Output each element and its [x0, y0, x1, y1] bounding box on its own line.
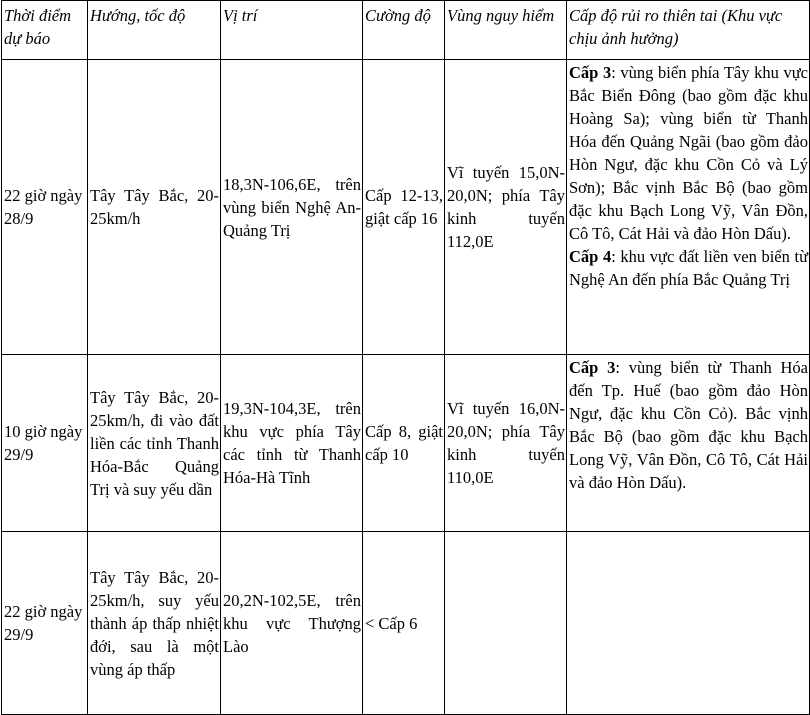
cell-time: 10 giờ ngày 29/9	[2, 355, 88, 532]
cell-risk	[567, 60, 810, 355]
cell-danger-zone: Vĩ tuyến 16,0N-20,0N; phía Tây kinh tuyến 110,0E	[445, 355, 567, 532]
table-row	[2, 532, 810, 715]
cell-danger-zone	[445, 532, 567, 715]
cell-time: 22 giờ ngày 29/9	[2, 532, 88, 715]
cell-intensity: Cấp 8, giật cấp 10	[363, 355, 445, 532]
header-risk: Cấp độ rủi ro thiên tai (Khu vực chịu ảnh hưởng)	[567, 1, 810, 60]
header-direction: Hướng, tốc độ	[88, 1, 221, 60]
risk-entry	[569, 61, 808, 245]
risk-level: Cấp 3	[569, 63, 612, 82]
cell-risk	[567, 355, 810, 532]
cell-direction: Tây Tây Bắc, 20-25km/h, đi vào đất liền các tỉnh Thanh Hóa-Bắc Quảng Trị và suy yếu dần	[88, 355, 221, 532]
forecast-table	[1, 0, 810, 715]
risk-level: Cấp 4	[569, 247, 612, 266]
header-time: Thời điểm dự báo	[2, 1, 88, 60]
cell-position: 19,3N-104,3E, trên khu vực phía Tây các tỉnh từ Thanh Hóa-Hà Tĩnh	[221, 355, 363, 532]
risk-text: : vùng biển phía Tây khu vực Bắc Biển Đông (bao gồm đặc khu Hoàng Sa); vùng biển từ Thanh Hóa đến Quảng Ngãi (bao gồm đảo Hòn Ngư, đặc khu Cồn Cỏ và Lý Sơn); Bắc vịnh Bắc Bộ (bao gồm đặc khu Bạch Long Vỹ, Vân Đồn, Cô Tô, Cát Hải và đảo Hòn Dấu).	[569, 63, 808, 243]
cell-time: 22 giờ ngày 28/9	[2, 60, 88, 355]
risk-text: : khu vực đất liền ven biển từ Nghệ An đến phía Bắc Quảng Trị	[569, 247, 809, 289]
risk-text: : vùng biển từ Thanh Hóa đến Tp. Huế (bao gồm đảo Hòn Ngư, đặc khu Cồn Cỏ). Bắc vịnh Bắc Bộ (bao gồm đặc khu Bạch Long Vỹ, Vân Đồn, Cô Tô, Cát Hải và đảo Hòn Dấu).	[569, 358, 808, 492]
cell-danger-zone: Vĩ tuyến 15,0N-20,0N; phía Tây kinh tuyến 112,0E	[445, 60, 567, 355]
cell-position: 18,3N-106,6E, trên vùng biển Nghệ An-Quảng Trị	[221, 60, 363, 355]
risk-entry	[569, 245, 808, 291]
risk-entry	[569, 356, 808, 494]
header-danger-zone: Vùng nguy hiểm	[445, 1, 567, 60]
header-row	[2, 1, 810, 60]
cell-position: 20,2N-102,5E, trên khu vực Thượng Lào	[221, 532, 363, 715]
cell-direction: Tây Tây Bắc, 20-25km/h, suy yếu thành áp thấp nhiệt đới, sau là một vùng áp thấp	[88, 532, 221, 715]
header-intensity: Cường độ	[363, 1, 445, 60]
cell-risk	[567, 532, 810, 715]
risk-level: Cấp 3	[569, 358, 616, 377]
cell-intensity: < Cấp 6	[363, 532, 445, 715]
table-row	[2, 60, 810, 355]
header-position: Vị trí	[221, 1, 363, 60]
table-row	[2, 355, 810, 532]
cell-direction: Tây Tây Bắc, 20-25km/h	[88, 60, 221, 355]
cell-intensity: Cấp 12-13, giật cấp 16	[363, 60, 445, 355]
